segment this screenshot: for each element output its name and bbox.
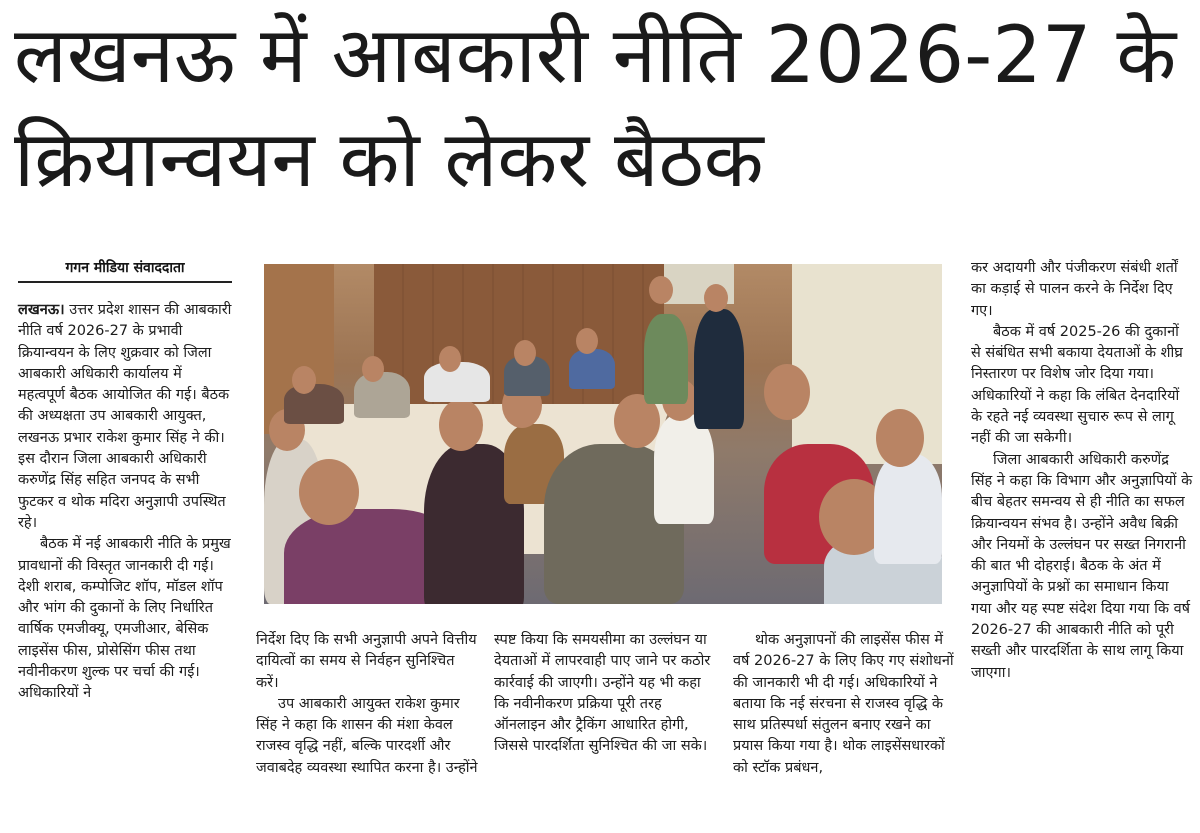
paragraph bbox=[18, 300, 232, 534]
byline: गगन मीडिया संवाददाता bbox=[18, 258, 232, 283]
dateline: लखनऊ। bbox=[18, 302, 65, 318]
person bbox=[644, 314, 688, 404]
paragraph: स्पष्ट किया कि समयसीमा का उल्लंघन या देयताओं में लापरवाही पाए जाने पर कठोर कार्रवाई की जाएगी। उन्होंने यह भी कहा कि नवीनीकरण प्रक्रिया पूरी तरह ऑनलाइन और ट्रैकिंग आधारित होगी, जिससे पारदर्शिता सुनिश्चित की जा सके। bbox=[494, 632, 711, 755]
person-head bbox=[362, 356, 384, 382]
person-head bbox=[439, 346, 461, 372]
article-column-3 bbox=[494, 630, 716, 758]
person-head bbox=[576, 328, 598, 354]
paragraph: निर्देश दिए कि सभी अनुज्ञापी अपने वित्तीय दायित्वों का समय से निर्वहन सुनिश्चित करें। bbox=[256, 632, 477, 691]
person-head bbox=[439, 399, 483, 451]
person bbox=[694, 309, 744, 429]
person bbox=[654, 414, 714, 524]
person-head bbox=[514, 340, 536, 366]
person bbox=[874, 454, 942, 564]
article-column-1 bbox=[18, 300, 232, 705]
article-column-2 bbox=[256, 630, 478, 779]
meeting-photo bbox=[264, 264, 942, 604]
headline: लखनऊ में आबकारी नीति 2026-27 के क्रियान्वयन को लेकर बैठक bbox=[14, 11, 1177, 205]
paragraph: जिला आबकारी अधिकारी करुणेंद्र सिंह ने कहा कि विभाग और अनुज्ञापियों के बीच बेहतर समन्वय से ही नीति का सफल क्रियान्वयन संभव है। उन्होंने अवैध बिक्री और नियमों के उल्लंघन पर सख्त निगरानी की बात भी दोहराई। बैठक के अंत में अनुज्ञापियों के प्रश्नों का समाधान किया गया और यह स्पष्ट संदेश दिया गया कि वर्ष 2026-27 की आबकारी नीति को पूरी सख्ती और पारदर्शिता के साथ लागू किया जाएगा। bbox=[971, 451, 1193, 681]
person-head bbox=[704, 284, 728, 312]
paragraph-text: उत्तर प्रदेश शासन की आबकारी नीति वर्ष 2026-27 के प्रभावी क्रियान्वयन के लिए शुक्रवार को जिला आबकारी अधिकारी कार्यालय में महत्वपूर्ण बैठक आयोजित की गई। बैठक की अध्यक्षता उप आबकारी आयुक्त, लखनऊ प्रभार राकेश कुमार सिंह ने की। इस दौरान जिला आबकारी अधिकारी करुणेंद्र सिंह सहित जनपद के सभी फुटकर व थोक मदिरा अनुज्ञापी उपस्थित रहे। bbox=[18, 302, 232, 531]
person-head bbox=[292, 366, 316, 394]
article-column-5 bbox=[971, 258, 1193, 684]
paragraph: कर अदायगी और पंजीकरण संबंधी शर्तों का कड़ाई से पालन करने के निर्देश दिए गए। bbox=[971, 260, 1178, 319]
paragraph: थोक अनुज्ञापनों की लाइसेंस फीस में वर्ष 2026-27 के लिए किए गए संशोधनों की जानकारी भी दी गई। अधिकारियों ने बताया कि नई संरचना से राजस्व वृद्धि के साथ प्रतिस्पर्धा संतुलन बनाए रखने का प्रयास किया गया है। थोक लाइसेंसधारकों को स्टॉक प्रबंधन, bbox=[733, 632, 954, 776]
person-head bbox=[876, 409, 924, 467]
person bbox=[284, 384, 344, 424]
person bbox=[354, 372, 410, 418]
person-head bbox=[764, 364, 810, 420]
paragraph: उप आबकारी आयुक्त राकेश कुमार सिंह ने कहा कि शासन की मंशा केवल राजस्व वृद्धि नहीं, बल्कि पारदर्शी और जवाबदेह व्यवस्था स्थापित करना है। उन्होंने bbox=[256, 695, 478, 776]
paragraph: बैठक में नई आबकारी नीति के प्रमुख प्रावधानों की विस्तृत जानकारी दी गई। देशी शराब, कम्पोजिट शॉप, मॉडल शॉप और भांग की दुकानों के लिए निर्धारित वार्षिक एमजीक्यू, एमजीआर, बेसिक लाइसेंस फीस, प्रोसेसिंग फीस तथा नवीनीकरण शुल्क पर चर्चा की गई। अधिकारियों ने bbox=[18, 536, 231, 702]
article-column-4 bbox=[733, 630, 955, 779]
person bbox=[569, 349, 615, 389]
paragraph: बैठक में वर्ष 2025-26 की दुकानों से संबंधित सभी बकाया देयताओं के शीघ्र निस्तारण पर विशेष जोर दिया गया। अधिकारियों ने कहा कि लंबित देनदारियों के रहते नई व्यवस्था सुचारु रूप से लागू नहीं की जा सकेगी। bbox=[971, 323, 1183, 447]
person-head bbox=[299, 459, 359, 525]
person-head bbox=[649, 276, 673, 304]
